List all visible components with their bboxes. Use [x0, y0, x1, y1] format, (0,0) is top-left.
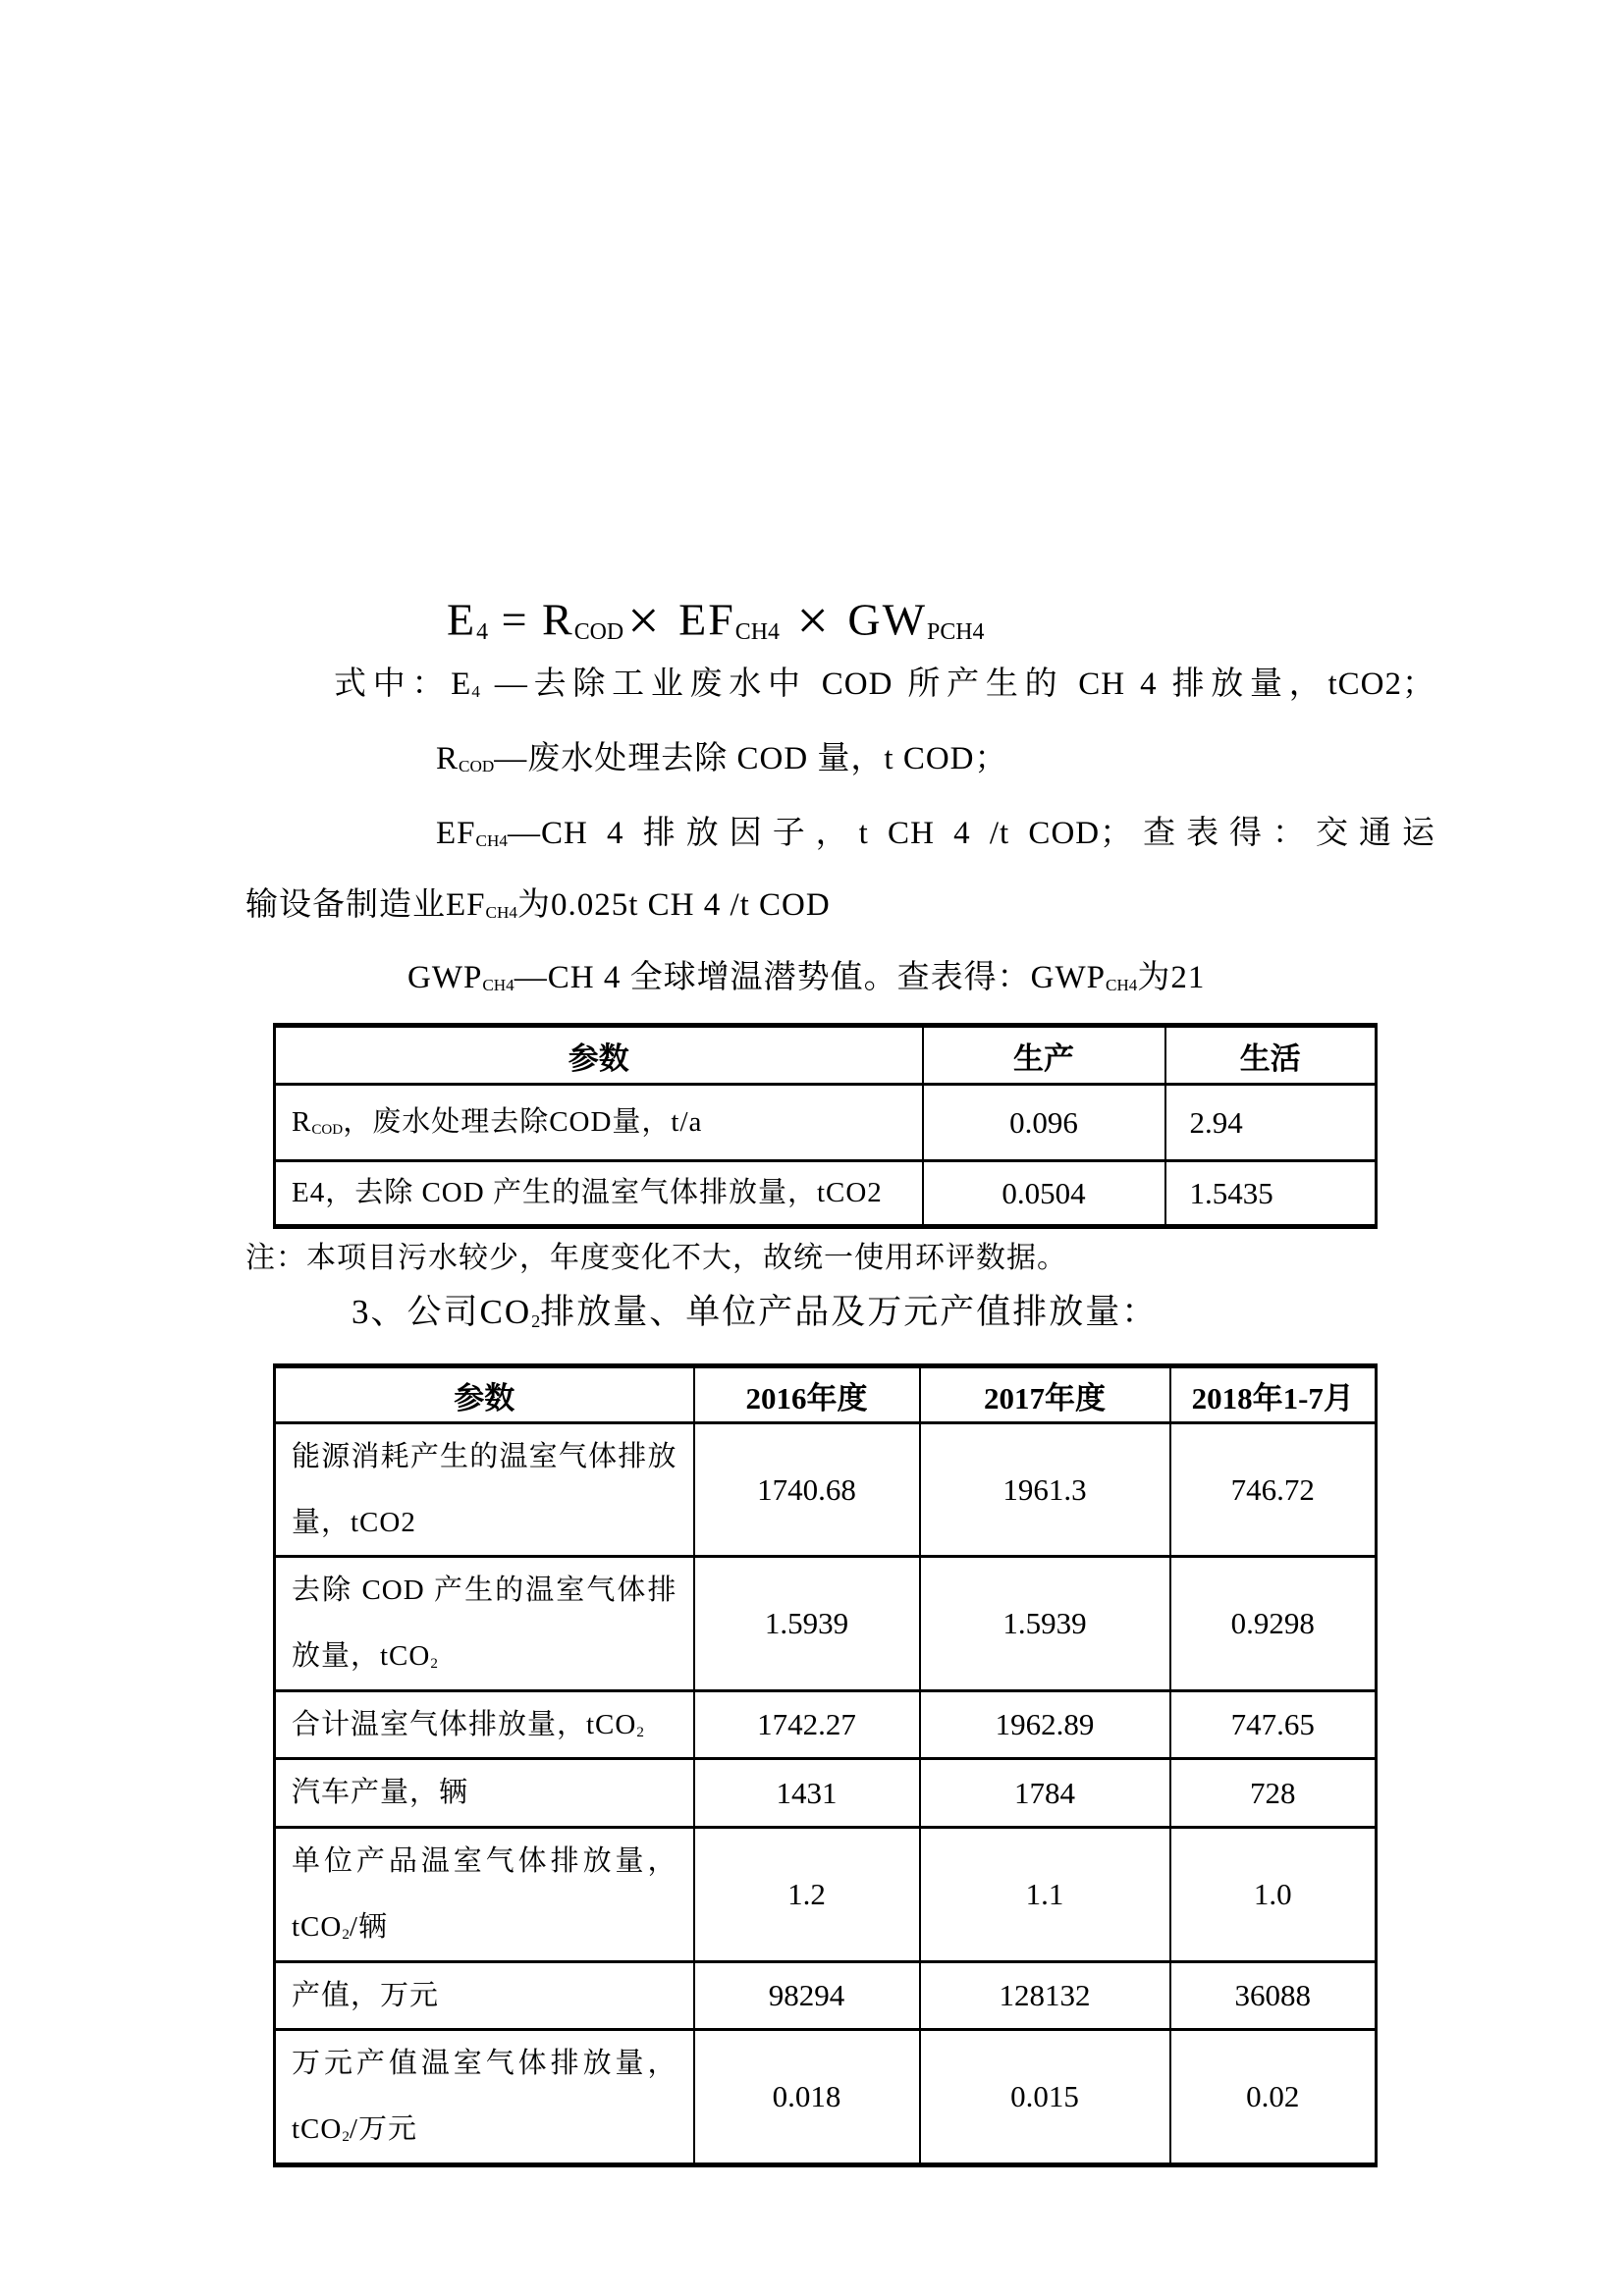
- table-header-row: [275, 1026, 1377, 1085]
- row-label: 合计温室气体排放量，tCO$_2$: [275, 1690, 694, 1759]
- cell-value: 0.9298: [1170, 1557, 1377, 1690]
- cell-value: 0.02: [1170, 2030, 1377, 2164]
- cell-value: 1.5939: [694, 1557, 920, 1690]
- row-label: 单位产品温室气体排放量，tCO$_2$/辆: [275, 1828, 694, 1961]
- cell-value: 1.1: [920, 1828, 1170, 1961]
- cell-value: 2.94: [1165, 1085, 1377, 1161]
- table-row: [275, 1828, 1377, 1961]
- emissions-summary-table: [273, 1363, 1378, 2167]
- table-row: [275, 1690, 1377, 1759]
- definition-line-efch4-continued: 输设备制造业$EF_{CH4}$为0.025t CH 4 /t COD: [245, 887, 831, 923]
- cell-value: 1962.89: [920, 1690, 1170, 1759]
- column-header-production: 生产: [923, 1026, 1165, 1085]
- row-label: E4，去除 COD 产生的温室气体排放量，tCO2: [275, 1161, 923, 1227]
- table-header-row: [275, 1366, 1377, 1423]
- column-header-2018: 2018年1-7月: [1170, 1366, 1377, 1423]
- table-note: 注：本项目污水较少，年度变化不大，故统一使用环评数据。: [245, 1242, 1067, 1274]
- cell-value: 1784: [920, 1759, 1170, 1828]
- cell-value: 746.72: [1170, 1423, 1377, 1557]
- formula-e4: $E_4 = R_{COD}\times EF_{CH4} \times GW_{PCH4}$: [447, 590, 985, 652]
- column-header-2016: 2016年度: [694, 1366, 920, 1423]
- definition-line-rcod: $R_{COD}—$废水处理去除 COD 量，t COD；: [436, 741, 1008, 776]
- cell-value: 1740.68: [694, 1423, 920, 1557]
- cell-value: 1742.27: [694, 1690, 920, 1759]
- column-header-2017: 2017年度: [920, 1366, 1170, 1423]
- cell-value: 0.015: [920, 2030, 1170, 2164]
- definition-line-efch4: $EF_{CH4}—CH$ 4 排放因子，t CH 4 /t COD；查表得：交通运: [436, 816, 1435, 851]
- column-header-parameter: 参数: [275, 1366, 694, 1423]
- cell-value: 0.096: [923, 1085, 1165, 1161]
- row-label: 能源消耗产生的温室气体排放量，tCO2: [275, 1423, 694, 1557]
- table-row: [275, 1423, 1377, 1557]
- cell-value: 98294: [694, 1961, 920, 2030]
- cell-value: 0.018: [694, 2030, 920, 2164]
- column-header-parameter: 参数: [275, 1026, 923, 1085]
- cell-value: 728: [1170, 1759, 1377, 1828]
- cell-value: 0.0504: [923, 1161, 1165, 1227]
- table-row: [275, 2030, 1377, 2164]
- cell-value: 36088: [1170, 1961, 1377, 2030]
- cell-value: 128132: [920, 1961, 1170, 2030]
- row-label: 去除 COD 产生的温室气体排放量，tCO$_2$: [275, 1557, 694, 1690]
- table-row: [275, 1759, 1377, 1828]
- column-header-living: 生活: [1165, 1026, 1377, 1085]
- cod-parameters-table: [273, 1023, 1378, 1229]
- section-title: 3、公司$CO_2$排放量、单位产品及万元产值排放量：: [352, 1293, 1159, 1331]
- cell-value: 1961.3: [920, 1423, 1170, 1557]
- cell-value: 1.5939: [920, 1557, 1170, 1690]
- cell-value: 1431: [694, 1759, 920, 1828]
- cell-value: 1.5435: [1165, 1161, 1377, 1227]
- table-row: [275, 1557, 1377, 1690]
- table-row: [275, 1961, 1377, 2030]
- table-row: [275, 1161, 1377, 1227]
- definition-line-e4: 式中：$E_4$ —去除工业废水中 COD 所产生的 CH 4 排放量，tCO2；: [334, 667, 1435, 702]
- table-row: [275, 1085, 1377, 1161]
- definition-line-gwp: $GWP_{CH4}—CH$ 4 全球增温潜势值。查表得：$GWP_{CH4}$为21: [407, 960, 1206, 995]
- row-label: 汽车产量，辆: [275, 1759, 694, 1828]
- row-label: 万元产值温室气体排放量，tCO$_2$/万元: [275, 2030, 694, 2164]
- row-label: $R_{COD}$，废水处理去除COD量，t/a: [275, 1085, 923, 1161]
- cell-value: 1.0: [1170, 1828, 1377, 1961]
- cell-value: 1.2: [694, 1828, 920, 1961]
- row-label: 产值，万元: [275, 1961, 694, 2030]
- cell-value: 747.65: [1170, 1690, 1377, 1759]
